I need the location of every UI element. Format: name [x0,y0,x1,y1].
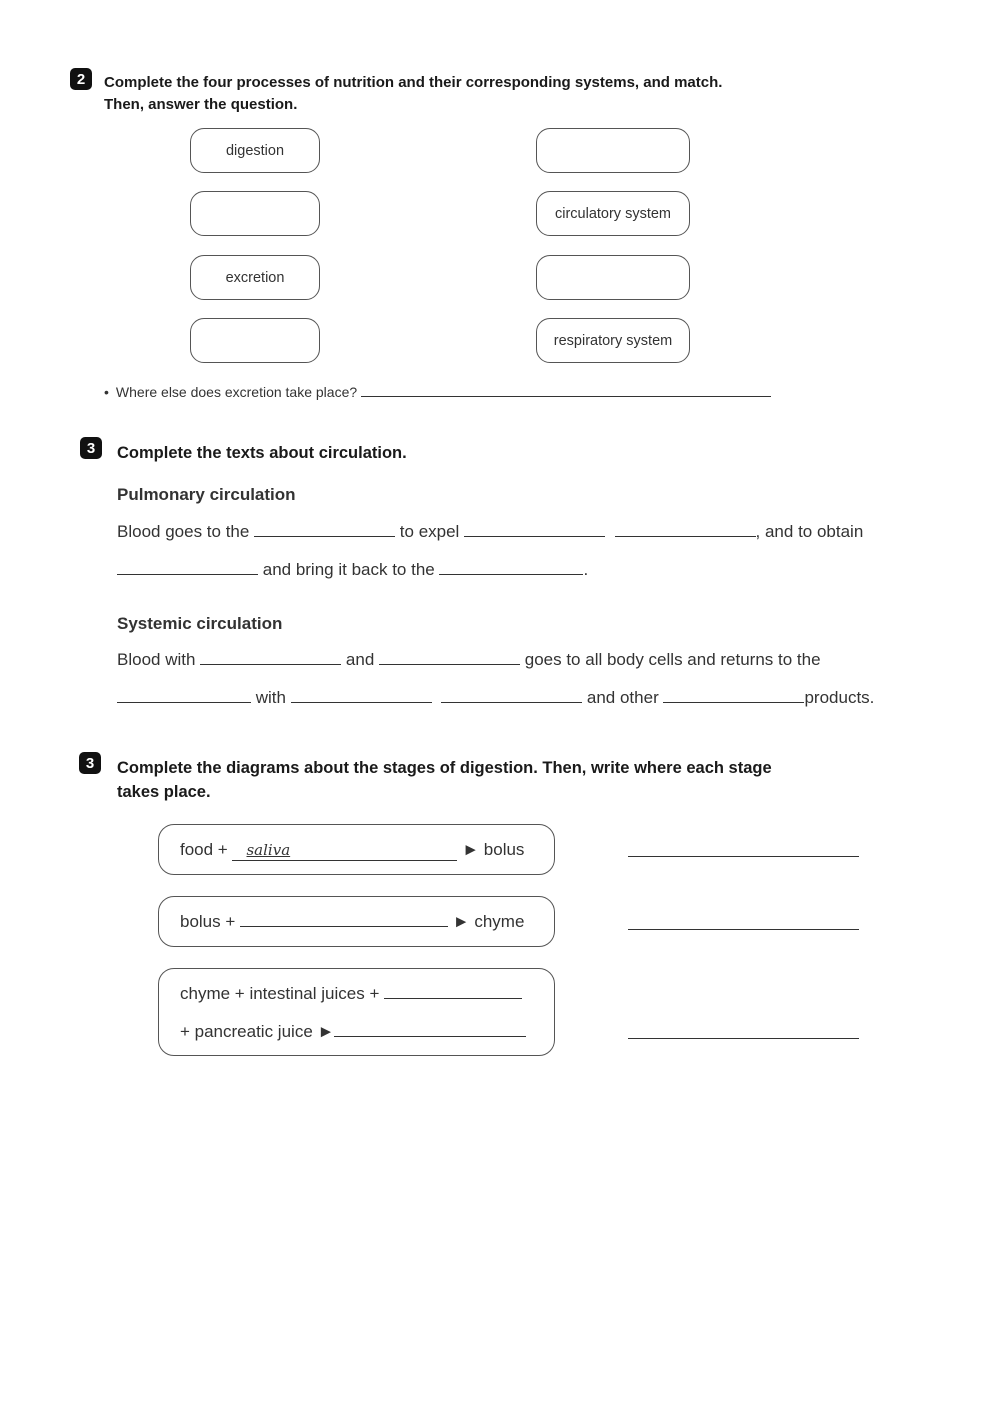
text-fragment: food + [180,840,228,859]
handwritten-answer: saliva [246,841,291,859]
process-box-digestion: digestion [190,128,320,173]
text-fragment: goes to all body cells and returns to the [524,650,821,669]
answer-blank[interactable] [441,702,582,703]
text-fragment: chyme [474,912,525,931]
answer-blank[interactable] [117,574,258,575]
pulmonary-line-1 [117,522,863,542]
text-fragment: and other [586,688,659,707]
question-text: Where else does excretion take place? [115,384,358,400]
systemic-line-1 [117,650,821,670]
text-fragment: Blood goes to the [117,522,250,541]
text-fragment: products. [804,688,875,707]
exercise-3b-instruction-line1: Complete the diagrams about the stages of digestion. Then, write where each stage [117,759,772,777]
answer-blank[interactable] [663,702,804,703]
text-fragment: bolus [483,840,525,859]
process-box-blank[interactable] [190,318,320,363]
exercise-3-instruction: Complete the texts about circulation. [117,444,407,462]
arrow-icon: ► [317,1022,335,1041]
system-box-blank[interactable] [536,128,690,173]
text-fragment: , and to obtain [755,522,864,541]
arrow-icon: ► [452,912,470,931]
system-box-respiratory: respiratory system [536,318,690,363]
system-box-blank[interactable] [536,255,690,300]
pulmonary-line-2 [117,560,588,580]
text-fragment: . [583,560,589,579]
exercise-2-instruction-line2: Then, answer the question. [104,96,298,113]
text-fragment: with [255,688,286,707]
excretion-question [104,384,771,400]
text-fragment: chyme + intestinal juices + [180,984,380,1003]
text-fragment: bolus + [180,912,236,931]
systemic-line-2 [117,688,874,708]
bullet: • [104,384,109,400]
pulmonary-title: Pulmonary circulation [117,485,296,504]
answer-blank[interactable] [200,664,341,665]
exercise-3b-instruction-line2: takes place. [117,783,211,801]
exercise-number-badge: 3 [80,437,102,459]
answer-blank[interactable] [334,1036,526,1037]
diagram-3-row-1 [180,984,522,1004]
answer-blank[interactable] [254,536,395,537]
diagram-2-row [180,912,524,932]
diagram-3-row-2 [180,1022,526,1042]
location-answer-line[interactable] [628,856,859,857]
answer-blank[interactable] [384,998,522,999]
text-fragment: to expel [399,522,460,541]
digestion-diagram-3 [158,968,555,1056]
answer-blank[interactable] [240,926,448,927]
answer-blank[interactable] [464,536,605,537]
text-fragment: Blood with [117,650,196,669]
process-box-blank[interactable] [190,191,320,236]
location-answer-line[interactable] [628,929,859,930]
answer-blank[interactable] [291,702,432,703]
answer-blank[interactable] [361,396,771,397]
process-box-excretion: excretion [190,255,320,300]
answer-blank[interactable] [117,702,251,703]
answer-blank[interactable] [615,536,756,537]
exercise-number-badge: 3 [79,752,101,774]
diagram-1-row [180,840,524,861]
text-fragment: and bring it back to the [262,560,435,579]
arrow-icon: ► [462,840,480,859]
exercise-number-badge: 2 [70,68,92,90]
exercise-2-instruction-line1: Complete the four processes of nutrition and their corresponding systems, and match. [104,74,723,91]
answer-blank[interactable] [439,574,583,575]
location-answer-line[interactable] [628,1038,859,1039]
answer-blank[interactable] [232,840,457,861]
text-fragment: + pancreatic juice [180,1022,313,1041]
systemic-title: Systemic circulation [117,614,283,633]
answer-blank[interactable] [379,664,520,665]
system-box-circulatory: circulatory system [536,191,690,236]
text-fragment: and [345,650,375,669]
